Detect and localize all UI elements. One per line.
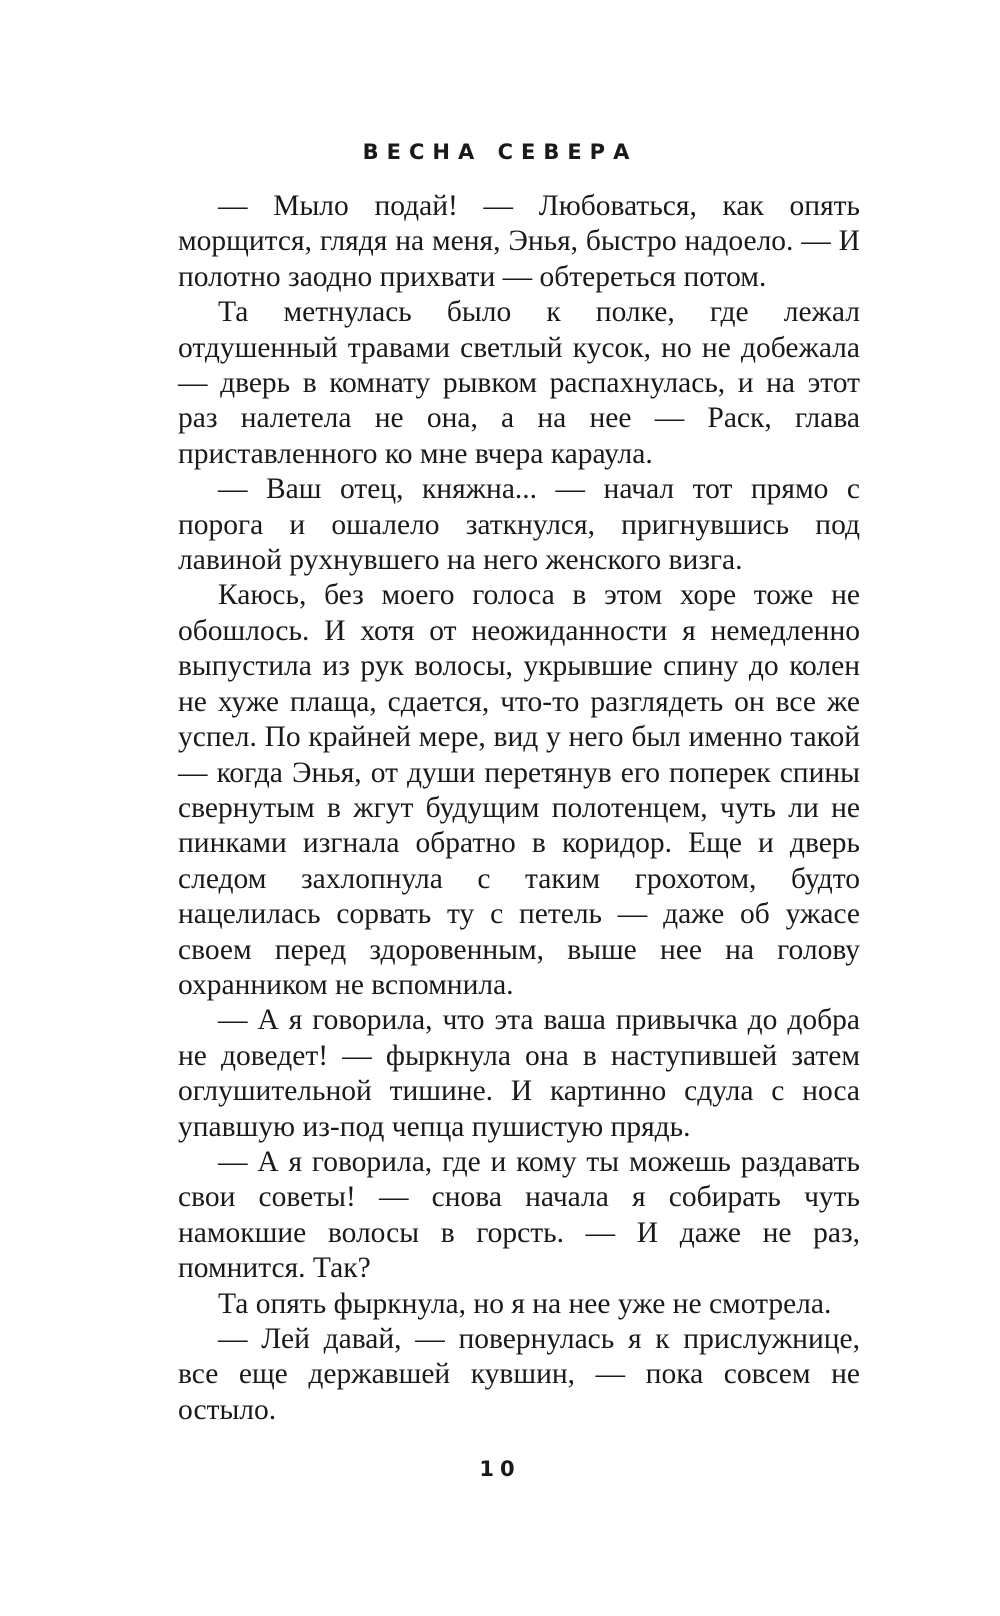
paragraph: Та опять фыркнула, но я на нее уже не смотрела. [218, 1287, 832, 1320]
paragraph: Каюсь, без моего голоса в этом хоре тоже не обошлось. И хотя от неожиданности я немедленно выпустила из рук волосы, укрывшие спину до колен не хуже плаща, сдается, что-то разглядеть он все же успел. По крайней мере, вид у него был именно такой — когда Энья, от души перетянув его поперек спины свернутым в жгут будущим полотенцем, чуть ли не пинками изгнала обратно в коридор. Еще и дверь следом захлопнула с таким грохотом, будто нацелилась сорвать ту с петель — даже об ужасе своем перед здоровенным, выше нее на голову охранником не вспомнила. [178, 579, 860, 1001]
paragraph: — Лей давай, — повернулась я к прислужнице, все еще державшей кувшин, — пока совсем не остыло. [178, 1323, 860, 1426]
paragraph: — А я говорила, что эта ваша привычка до добра не доведет! — фыркнула она в наступившей затем оглушительной тишине. И картинно сдула с носа упавшую из-под чепца пушистую прядь. [178, 1004, 860, 1143]
paragraph: — Ваш отец, княжна... — начал тот прямо с порога и ошалело заткнулся, пригнувшись под лавиной рухнувшего на него женского визга. [178, 473, 860, 577]
paragraph: — Мыло подай! — Любоваться, как опять морщится, глядя на меня, Энья, быстро надоело. — И полотно заодно прихвати — обтереться потом. [178, 190, 860, 293]
running-header: ВЕСНА СЕВЕРА [362, 140, 638, 164]
paragraph: — А я говорила, где и кому ты можешь раздавать свои советы! — снова начала я собирать чуть намокшие волосы в горсть. — И даже не раз, помнится. Так? [178, 1145, 860, 1285]
paragraph: Та метнулась было к полке, где лежал отдушенный травами светлый кусок, но не добежала — дверь в комнату рывком распахнулась, и на этот раз налетела не она, а на нее — Раск, глава приставленного ко мне вчера караула. [178, 296, 860, 470]
body-text [178, 189, 860, 1428]
page-number: 10 [479, 1457, 521, 1481]
